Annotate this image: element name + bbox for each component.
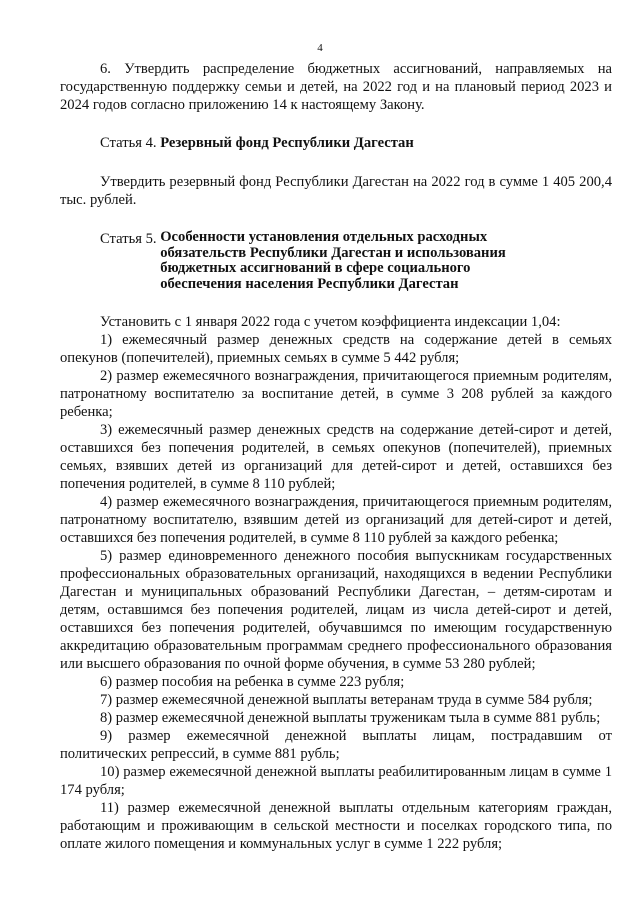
list-item-4: 4) размер ежемесячного вознаграждения, причитающегося приемным родителям, патронатному воспитателю, взявшим детей из организаций для детей-сирот и детей, оставшихся без попечения родителей, в сумме 8 110 рублей за каждого ребенка; — [60, 494, 612, 546]
article-5-intro: Установить с 1 января 2022 года с учетом коэффициента индексации 1,04: — [100, 314, 561, 330]
page-number: 4 — [317, 42, 323, 54]
article-5-label: Статья 5. — [100, 231, 157, 247]
list-item-2: 2) размер ежемесячного вознаграждения, причитающегося приемным родителям, патронатному воспитателю за воспитание детей, в сумме 3 208 рублей за каждого ребенка; — [60, 368, 612, 420]
list-item-8: 8) размер ежемесячной денежной выплаты труженикам тыла в сумме 881 рубль; — [100, 710, 601, 726]
list-item-1: 1) ежемесячный размер денежных средств на содержание детей в семьях опекунов (попечителей), приемных семьях в сумме 5 442 рубля; — [60, 332, 612, 366]
list-item-3: 3) ежемесячный размер денежных средств на содержание детей-сирот и детей, оставшихся без попечения родителей, в семьях опекунов (попечителей), приемных семьях, взявших детей из организаций для детей-сирот и детей, оставшихся без попечения родителей, в сумме 8 110 рублей; — [60, 422, 612, 492]
article-4-label: Статья 4. — [100, 135, 157, 151]
list-item-11: 11) размер ежемесячной денежной выплаты отдельным категориям граждан, работающим и проживающим в сельской местности и поселках городского типа, по оплате жилого помещения и коммунальных услуг в сумме 1 222 рубля; — [60, 800, 612, 852]
article-5-title: Особенности установления отдельных расходных обязательств Республики Дагестан и использования бюджетных ассигнований в сфере социального обеспечения населения Республики Дагестан — [160, 229, 506, 292]
article-4-text: Утвердить резервный фонд Республики Дагестан на 2022 год в сумме 1 405 200,4 тыс. рублей. — [60, 174, 612, 208]
list-item-10: 10) размер ежемесячной денежной выплаты реабилитированным лицам в сумме 1 174 рубля; — [60, 764, 612, 798]
list-item-9: 9) размер ежемесячной денежной выплаты лицам, пострадавшим от политических репрессий, в сумме 881 рубль; — [60, 728, 612, 762]
article-4-heading — [60, 134, 612, 152]
document-body — [60, 60, 612, 853]
paragraph-6: 6. Утвердить распределение бюджетных ассигнований, направляемых на государственную поддержку семьи и детей, на 2022 год и на плановый период 2023 и 2024 годов согласно приложению 14 к настоящему Закону. — [60, 61, 612, 113]
article-5-heading — [100, 230, 612, 292]
list-item-5: 5) размер единовременного денежного пособия выпускникам государственных профессиональных образовательных организаций, находящихся в ведении Республики Дагестан и муниципальных образований Республики Дагестан, – детям-сиротам и детям, оставшимся без попечения родителей, лицам из числа детей-сирот и детей, оставшихся без попечения родителей, обучавшимся по имеющим государственную аккредитацию образовательным программам среднего профессионального образования или высшего образования по очной форме обучения, в сумме 53 280 рублей; — [60, 548, 612, 672]
list-item-7: 7) размер ежемесячной денежной выплаты ветеранам труда в сумме 584 рубля; — [100, 692, 593, 708]
article-4-title: Резервный фонд Республики Дагестан — [160, 135, 414, 151]
list-item-6: 6) размер пособия на ребенка в сумме 223 рубля; — [100, 674, 405, 690]
